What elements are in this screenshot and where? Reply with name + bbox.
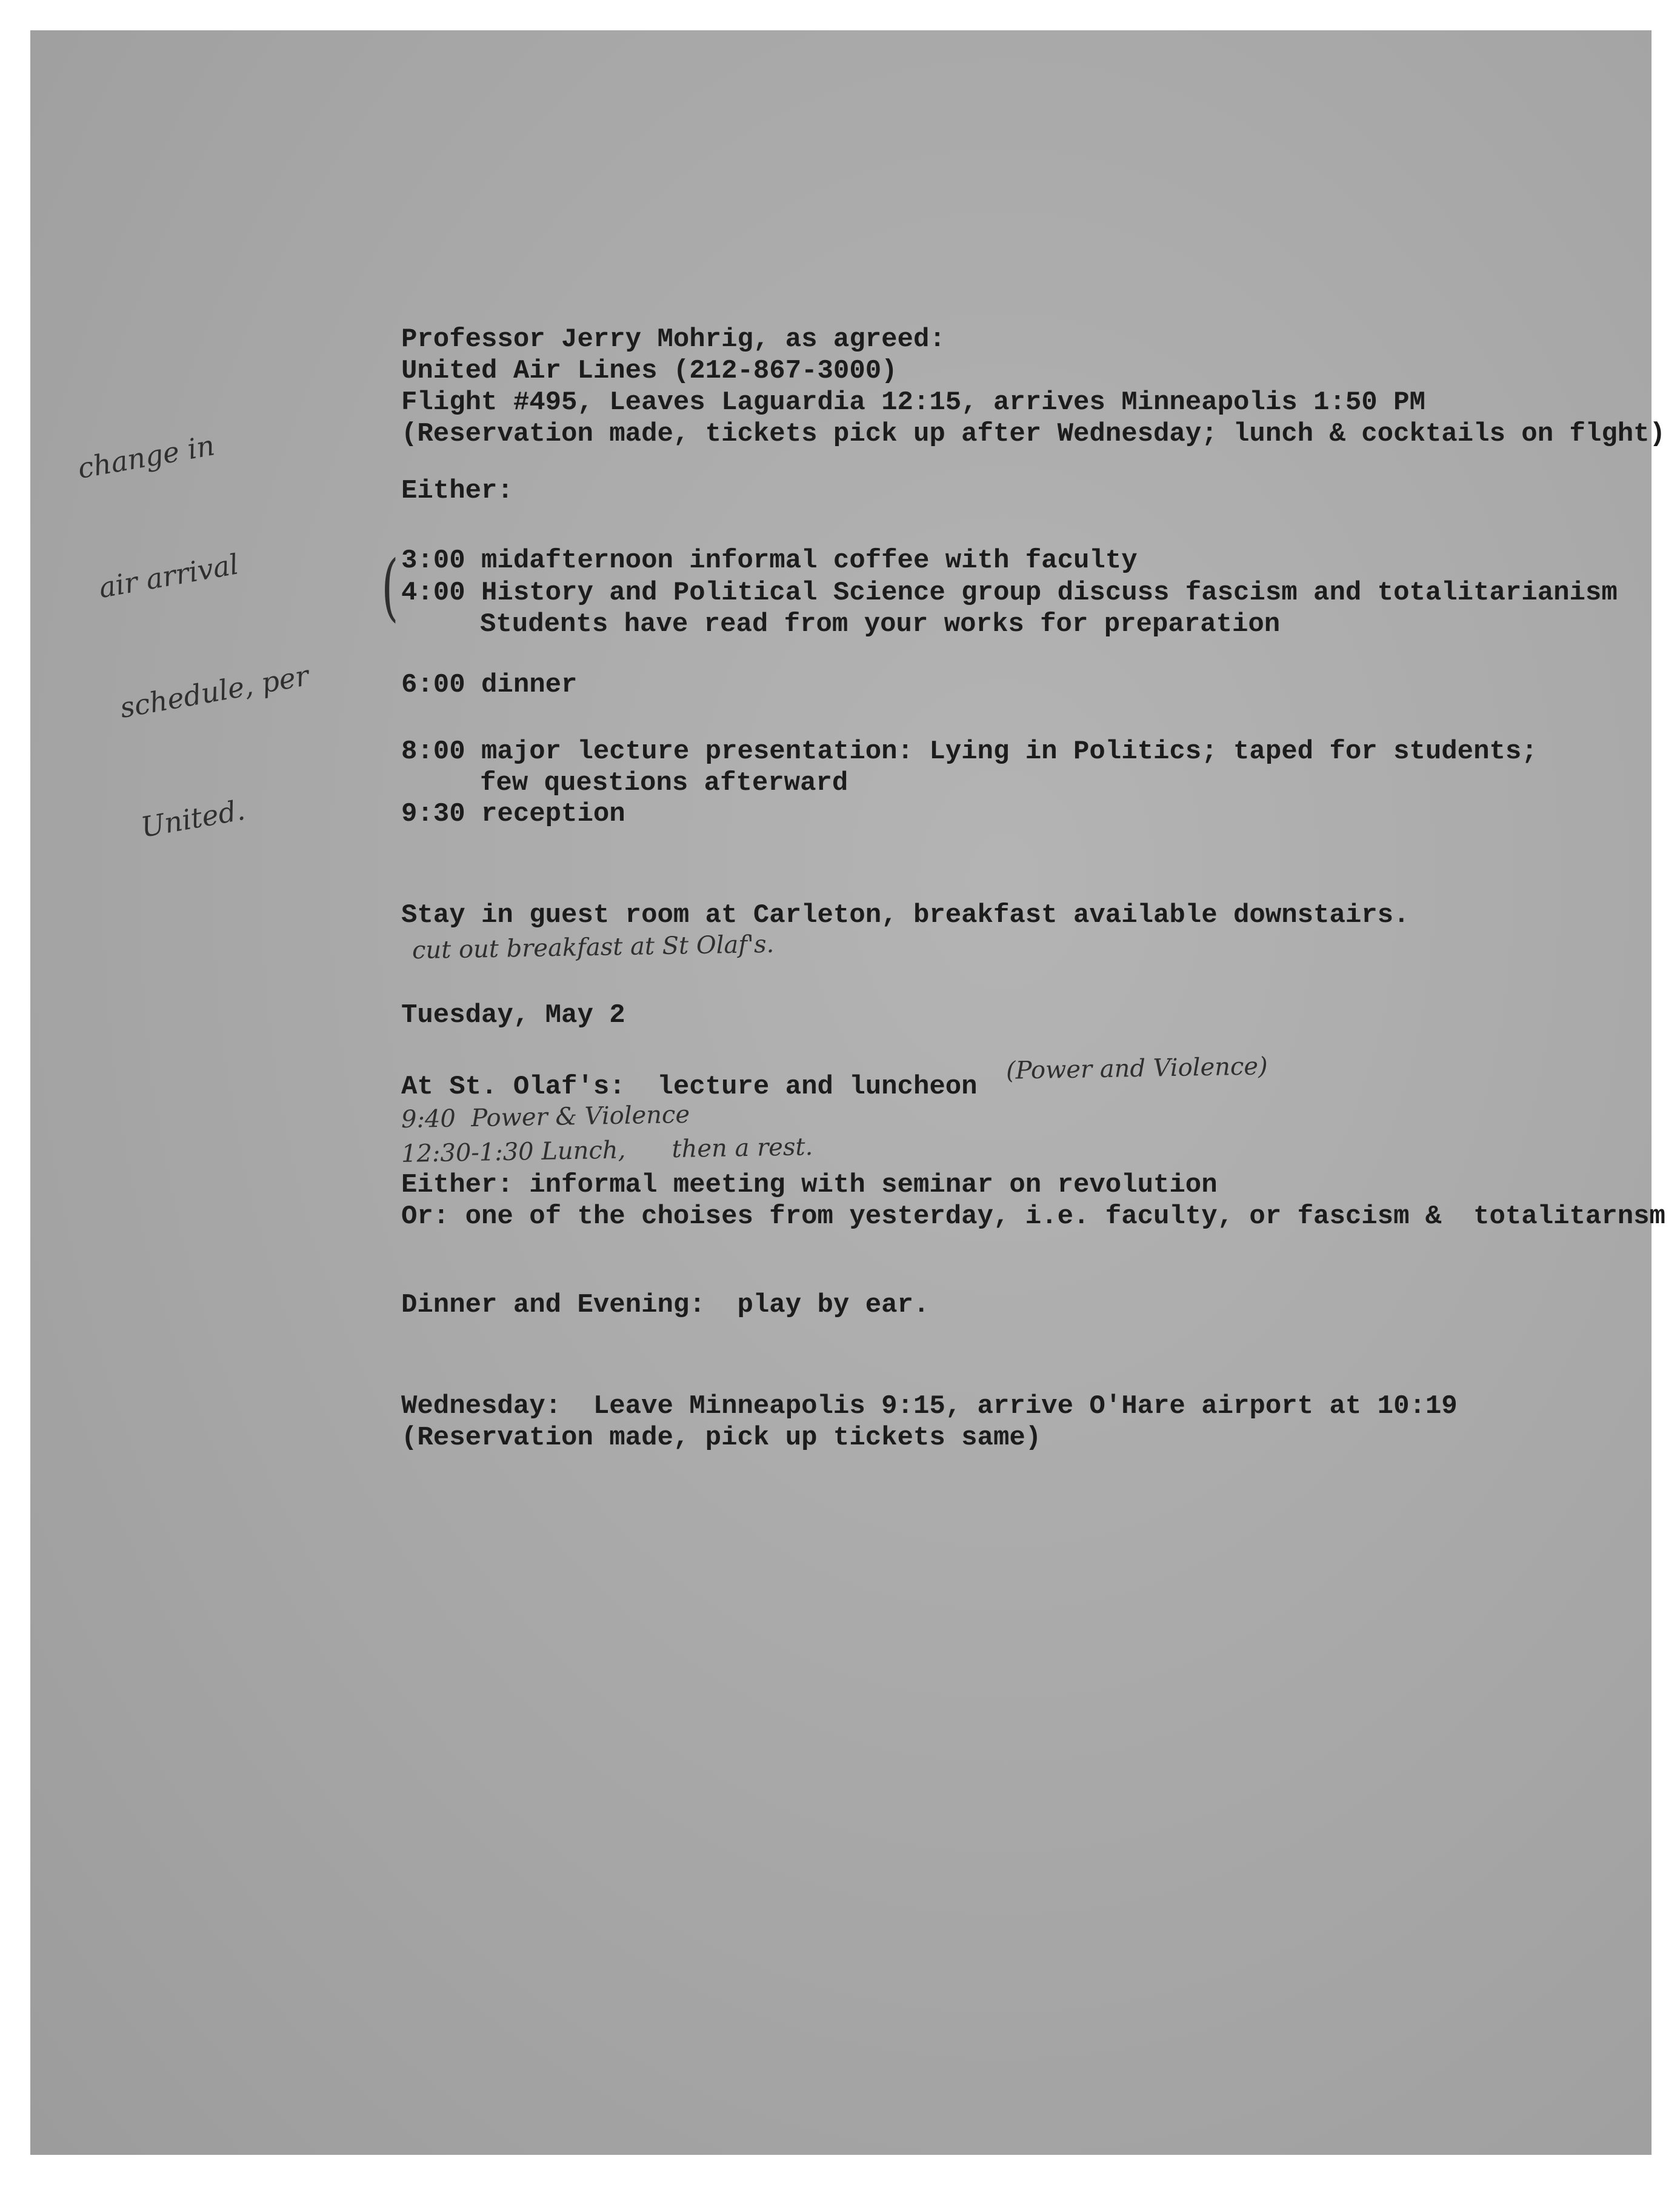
tuesday-heading: Tuesday, May 2 bbox=[401, 1000, 625, 1030]
margin-note-line: United. bbox=[138, 793, 248, 844]
margin-note-line: air arrival bbox=[96, 547, 241, 605]
either-heading: Either: bbox=[401, 476, 513, 506]
schedule-3pm: 3:00 midafternoon informal coffee with faculty bbox=[401, 546, 1138, 576]
schedule-4pm-note: Students have read from your works for preparation bbox=[480, 609, 1281, 639]
handwritten-lecture-topic: (Power and Violence) bbox=[1005, 1052, 1268, 1085]
schedule-4pm: 4:00 History and Political Science group discuss fascism and totalitarianism bbox=[401, 578, 1618, 608]
schedule-8pm: 8:00 major lecture presentation: Lying in Politics; taped for students; bbox=[401, 736, 1538, 767]
lodging-line: Stay in guest room at Carleton, breakfast available downstairs. bbox=[401, 900, 1410, 930]
flight-line: Flight #495, Leaves Laguardia 12:15, arrives Minneapolis 1:50 PM bbox=[401, 387, 1425, 418]
handwritten-breakfast-note: cut out breakfast at St Olaf's. bbox=[412, 930, 775, 965]
recipient-line: Professor Jerry Mohrig, as agreed: bbox=[401, 324, 945, 355]
handwritten-time-2: 12:30-1:30 Lunch, then a rest. bbox=[401, 1133, 813, 1168]
margin-handwritten-note bbox=[61, 336, 347, 927]
schedule-930pm: 9:30 reception bbox=[401, 799, 625, 829]
margin-note-line: change in bbox=[75, 429, 218, 486]
wednesday-line: Wednesday: Leave Minneapolis 9:15, arrive O'Hare airport at 10:19 bbox=[401, 1391, 1458, 1421]
schedule-6pm: 6:00 dinner bbox=[401, 670, 578, 700]
return-reservation-line: (Reservation made, pick up tickets same) bbox=[401, 1423, 1042, 1453]
dinner-evening-line: Dinner and Evening: play by ear. bbox=[401, 1290, 930, 1320]
margin-note-line: schedule, per bbox=[117, 658, 312, 724]
handwritten-bracket: ( bbox=[381, 546, 399, 630]
handwritten-time-1: 9:40 Power & Violence bbox=[401, 1100, 690, 1134]
either-seminar-line: Either: informal meeting with seminar on revolution bbox=[401, 1170, 1218, 1200]
document-sheet bbox=[30, 30, 1665, 2155]
reservation-line: (Reservation made, tickets pick up after Wednesday; lunch & cocktails on flght) bbox=[401, 419, 1665, 449]
schedule-8pm-note: few questions afterward bbox=[480, 768, 848, 798]
st-olafs-line: At St. Olaf's: lecture and luncheon bbox=[401, 1072, 978, 1102]
airline-line: United Air Lines (212-867-3000) bbox=[401, 356, 898, 386]
or-choices-line: Or: one of the choises from yesterday, i.e. faculty, or fascism & totalitarnsm bbox=[401, 1201, 1665, 1232]
